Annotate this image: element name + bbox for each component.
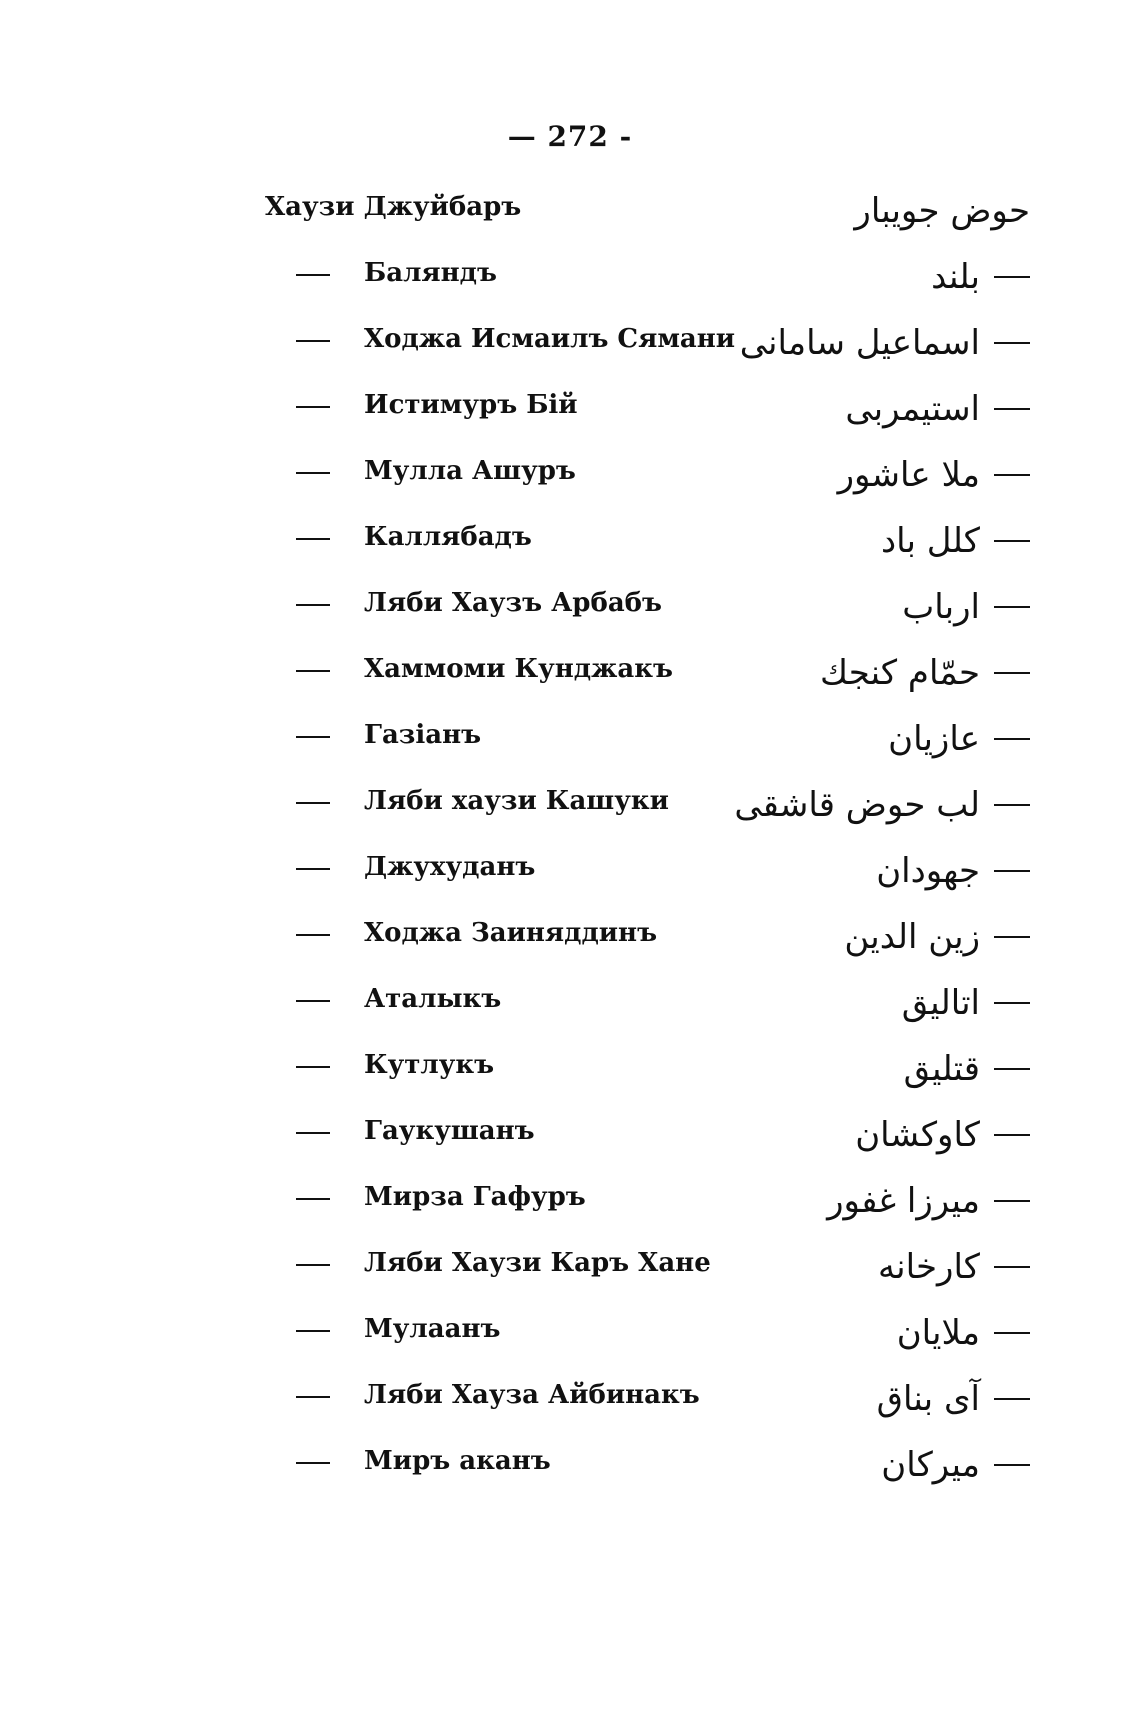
list-item <box>0 318 1140 384</box>
arabic-group <box>876 846 1030 896</box>
ditto-dash <box>296 1132 330 1134</box>
arabic-name: حمّام کنجك <box>820 653 980 693</box>
arabic-name: ملا عاشور <box>837 455 980 495</box>
arabic-name: میرکان <box>881 1445 980 1485</box>
arabic-name: لب حوض قاشقی <box>734 785 980 825</box>
list-item <box>0 1176 1140 1242</box>
arabic-group <box>902 978 1030 1028</box>
arabic-group <box>855 1110 1030 1160</box>
arabic-group <box>881 1440 1030 1490</box>
ditto-dash-arabic <box>994 1200 1030 1202</box>
arabic-name: عازیان <box>888 719 980 759</box>
arabic-name: قتلیق <box>903 1049 980 1089</box>
arabic-group <box>854 186 1030 236</box>
cyrillic-name: Хаузи Джуйбаръ <box>265 192 522 222</box>
arabic-name: جهودان <box>876 851 980 891</box>
list-item <box>0 450 1140 516</box>
cyrillic-name: Баляндъ <box>364 258 497 288</box>
cyrillic-name: Ходжа Исмаилъ Сямани <box>364 324 736 354</box>
arabic-group <box>734 780 1030 830</box>
cyrillic-name: Джухуданъ <box>364 852 536 882</box>
arabic-group <box>877 1374 1030 1424</box>
cyrillic-name: Каллябадъ <box>364 522 532 552</box>
arabic-name: استیمربی <box>845 389 980 429</box>
arabic-group <box>844 912 1030 962</box>
arabic-group <box>878 1242 1030 1292</box>
arabic-group <box>888 714 1030 764</box>
place-name-list <box>0 186 1140 1506</box>
ditto-dash-arabic <box>994 1068 1030 1070</box>
arabic-name: کارخانه <box>877 1247 980 1287</box>
cyrillic-name: Аталыкъ <box>364 984 502 1014</box>
cyrillic-name: Хаммоми Кунджакъ <box>364 654 673 684</box>
ditto-dash <box>296 406 330 408</box>
ditto-dash <box>296 1462 330 1464</box>
list-item <box>0 1374 1140 1440</box>
arabic-name: حوض جویبار <box>854 191 1030 231</box>
arabic-group <box>740 318 1030 368</box>
ditto-dash <box>296 1198 330 1200</box>
arabic-name: بلند <box>931 257 980 297</box>
arabic-group <box>881 516 1030 566</box>
ditto-dash <box>296 1264 330 1266</box>
arabic-name: کلل باد <box>881 521 980 561</box>
arabic-name: آی بناق <box>876 1379 980 1419</box>
cyrillic-name: Мирза Гафуръ <box>364 1182 586 1212</box>
ditto-dash <box>296 538 330 540</box>
cyrillic-name: Ходжа Заиняддинъ <box>364 918 658 948</box>
list-item <box>0 648 1140 714</box>
ditto-dash-arabic <box>994 804 1030 806</box>
arabic-group <box>827 1176 1030 1226</box>
ditto-dash <box>296 868 330 870</box>
ditto-dash-arabic <box>994 1332 1030 1334</box>
ditto-dash <box>296 604 330 606</box>
cyrillic-name: Ляби Хаузи Каръ Хане <box>364 1248 711 1278</box>
ditto-dash-arabic <box>994 1002 1030 1004</box>
cyrillic-name: Газіанъ <box>364 720 482 750</box>
cyrillic-name: Ляби хаузи Кашуки <box>364 786 669 816</box>
page-number: — 272 - <box>507 120 633 153</box>
arabic-name: میرزا غفور <box>827 1181 980 1221</box>
ditto-dash-arabic <box>994 474 1030 476</box>
ditto-dash <box>296 1000 330 1002</box>
ditto-dash <box>296 934 330 936</box>
list-item <box>0 1440 1140 1506</box>
ditto-dash-arabic <box>994 672 1030 674</box>
cyrillic-name: Ляби Хаузъ Арбабъ <box>364 588 662 618</box>
ditto-dash-arabic <box>994 870 1030 872</box>
ditto-dash-arabic <box>994 1266 1030 1268</box>
list-item <box>0 1308 1140 1374</box>
ditto-dash-arabic <box>994 738 1030 740</box>
arabic-group <box>897 1308 1030 1358</box>
list-item <box>0 912 1140 978</box>
ditto-dash <box>296 274 330 276</box>
arabic-name: ملایان <box>896 1313 980 1353</box>
list-item <box>0 978 1140 1044</box>
ditto-dash <box>296 670 330 672</box>
list-item <box>0 780 1140 846</box>
ditto-dash <box>296 736 330 738</box>
ditto-dash-arabic <box>994 408 1030 410</box>
arabic-name: اتالیق <box>901 983 980 1023</box>
ditto-dash-arabic <box>994 1134 1030 1136</box>
ditto-dash-arabic <box>994 540 1030 542</box>
list-item <box>0 252 1140 318</box>
cyrillic-name: Мулла Ашуръ <box>364 456 576 486</box>
arabic-group <box>904 1044 1030 1094</box>
arabic-name: کاوکشان <box>855 1115 980 1155</box>
ditto-dash-arabic <box>994 1464 1030 1466</box>
arabic-group <box>838 450 1030 500</box>
list-item <box>0 1242 1140 1308</box>
ditto-dash-arabic <box>994 276 1030 278</box>
list-item <box>0 1110 1140 1176</box>
list-item <box>0 714 1140 780</box>
ditto-dash-arabic <box>994 606 1030 608</box>
ditto-dash <box>296 802 330 804</box>
list-item <box>0 516 1140 582</box>
list-item <box>0 582 1140 648</box>
list-item-first <box>0 186 1140 252</box>
cyrillic-name: Мулаанъ <box>364 1314 501 1344</box>
arabic-group <box>820 648 1030 698</box>
ditto-dash <box>296 340 330 342</box>
cyrillic-name: Гаукушанъ <box>364 1116 535 1146</box>
ditto-dash-arabic <box>994 342 1030 344</box>
ditto-dash-arabic <box>994 1398 1030 1400</box>
arabic-group <box>902 582 1030 632</box>
arabic-group <box>845 384 1030 434</box>
cyrillic-name: Истимуръ Бій <box>364 390 578 420</box>
list-item <box>0 384 1140 450</box>
arabic-group <box>931 252 1030 302</box>
arabic-name: ارباب <box>902 587 980 627</box>
ditto-dash-arabic <box>994 936 1030 938</box>
cyrillic-name: Миръ аканъ <box>364 1446 551 1476</box>
arabic-name: زین الدین <box>844 917 980 957</box>
ditto-dash <box>296 1066 330 1068</box>
arabic-name: اسماعیل سامانی <box>739 323 980 363</box>
cyrillic-name: Ляби Хауза Айбинакъ <box>364 1380 700 1410</box>
ditto-dash <box>296 1396 330 1398</box>
list-item <box>0 1044 1140 1110</box>
ditto-dash <box>296 472 330 474</box>
list-item <box>0 846 1140 912</box>
ditto-dash <box>296 1330 330 1332</box>
cyrillic-name: Кутлукъ <box>364 1050 495 1080</box>
